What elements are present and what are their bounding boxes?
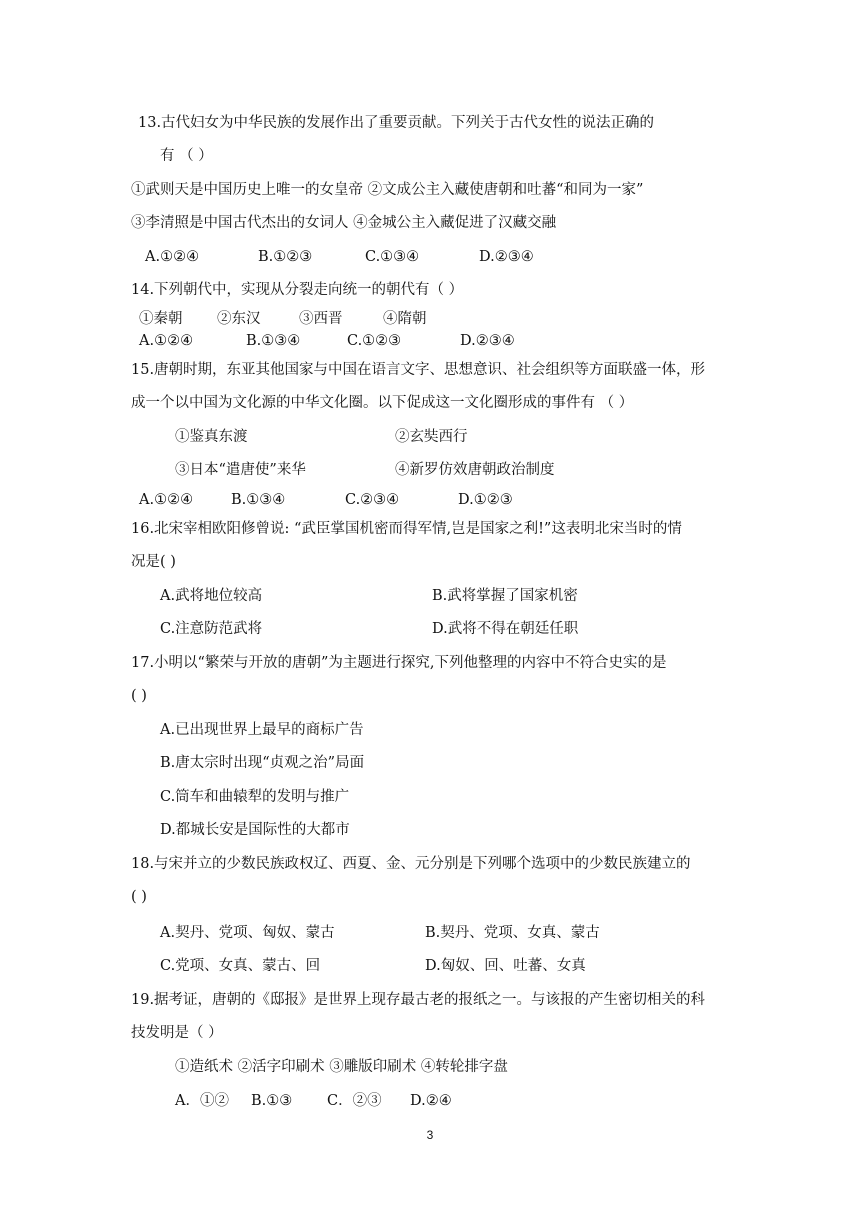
statement-item: ③西晋 bbox=[299, 311, 343, 327]
question-stem: 成一个以中国为文化源的中华文化圈。以下促成这一文化圈形成的事件有 （ ） bbox=[131, 395, 634, 411]
answer-option: C.②③④ bbox=[345, 492, 400, 508]
answer-option: C．②③ bbox=[327, 1093, 382, 1109]
question-stem: 13.古代妇女为中华民族的发展作出了重要贡献。下列关于古代女性的说法正确的 bbox=[138, 115, 655, 131]
question-stem: 有 （ ） bbox=[160, 148, 213, 164]
question-stem: 18.与宋并立的少数民族政权辽、西夏、金、元分别是下列哪个选项中的少数民族建立的 bbox=[131, 856, 691, 872]
answer-option: C.①②③ bbox=[347, 333, 402, 349]
statement-item: ②东汉 bbox=[217, 311, 261, 327]
answer-option: D.都城长安是国际性的大都市 bbox=[160, 822, 350, 838]
answer-option: A.①②④ bbox=[139, 333, 194, 349]
answer-option: C.党项、女真、蒙古、回 bbox=[160, 958, 321, 974]
question-stem: ( ) bbox=[131, 889, 147, 905]
answer-option: A.契丹、党项、匈奴、蒙古 bbox=[160, 925, 335, 941]
statement-item: ①鉴真东渡 bbox=[175, 429, 248, 445]
answer-option: C.①③④ bbox=[365, 249, 420, 265]
answer-option: B.契丹、党项、女真、蒙古 bbox=[425, 925, 600, 941]
question-stem: ( ) bbox=[131, 688, 147, 704]
answer-option: B.武将掌握了国家机密 bbox=[432, 588, 578, 604]
answer-option: D.②③④ bbox=[479, 249, 534, 265]
question-stem: 况是( ) bbox=[131, 554, 176, 570]
page-number: 3 bbox=[426, 1128, 434, 1142]
answer-option: D.匈奴、回、吐蕃、女真 bbox=[425, 958, 586, 974]
answer-option: C.筒车和曲辕犁的发明与推广 bbox=[160, 789, 350, 805]
answer-option: A.武将地位较高 bbox=[160, 588, 263, 604]
answer-option: A．①② bbox=[175, 1093, 229, 1109]
answer-option: C.注意防范武将 bbox=[160, 621, 263, 637]
answer-option: B.①②③ bbox=[258, 249, 313, 265]
question-stem: 16.北宋宰相欧阳修曾说: “武臣掌国机密而得军情,岂是国家之利!”这表明北宋当时的情 bbox=[131, 521, 682, 537]
question-stem: 技发明是（ ） bbox=[131, 1025, 223, 1041]
statement-item: ③日本“遣唐使”来华 bbox=[175, 462, 306, 478]
answer-option: D.②④ bbox=[410, 1093, 452, 1109]
answer-option: A.①②④ bbox=[139, 492, 194, 508]
answer-option: B.①③④ bbox=[231, 492, 286, 508]
statement-item: ④隋朝 bbox=[383, 311, 427, 327]
statement-item: ①秦朝 bbox=[139, 311, 183, 327]
answer-option: D.武将不得在朝廷任职 bbox=[432, 621, 579, 637]
answer-option: B.①③④ bbox=[246, 333, 301, 349]
answer-option: D.②③④ bbox=[460, 333, 515, 349]
question-stem: 14.下列朝代中，实现从分裂走向统一的朝代有（ ） bbox=[131, 282, 464, 298]
answer-option: B.唐太宗时出现“贞观之治”局面 bbox=[160, 755, 365, 771]
answer-option: A.①②④ bbox=[145, 249, 200, 265]
statement-line: ①武则天是中国历史上唯一的女皇帝 ②文成公主入藏使唐朝和吐蕃“和同为一家” bbox=[131, 182, 644, 198]
question-stem: 17.小明以“繁荣与开放的唐朝”为主题进行探究,下列他整理的内容中不符合史实的是 bbox=[131, 655, 667, 671]
statement-item: ④新罗仿效唐朝政治制度 bbox=[395, 462, 555, 478]
statement-line: ①造纸术 ②活字印刷术 ③雕版印刷术 ④转轮排字盘 bbox=[175, 1059, 508, 1075]
answer-option: B.①③ bbox=[251, 1093, 293, 1109]
question-stem: 15.唐朝时期，东亚其他国家与中国在语言文字、思想意识、社会组织等方面联盛一体，形 bbox=[131, 362, 706, 378]
statement-line: ③李清照是中国古代杰出的女词人 ④金城公主入藏促进了汉藏交融 bbox=[131, 215, 557, 231]
answer-option: D.①②③ bbox=[458, 492, 513, 508]
question-stem: 19.据考证，唐朝的《邸报》是世界上现存最古老的报纸之一。与该报的产生密切相关的科 bbox=[131, 992, 706, 1008]
answer-option: A.已出现世界上最早的商标广告 bbox=[160, 722, 364, 738]
statement-item: ②玄奘西行 bbox=[395, 429, 468, 445]
